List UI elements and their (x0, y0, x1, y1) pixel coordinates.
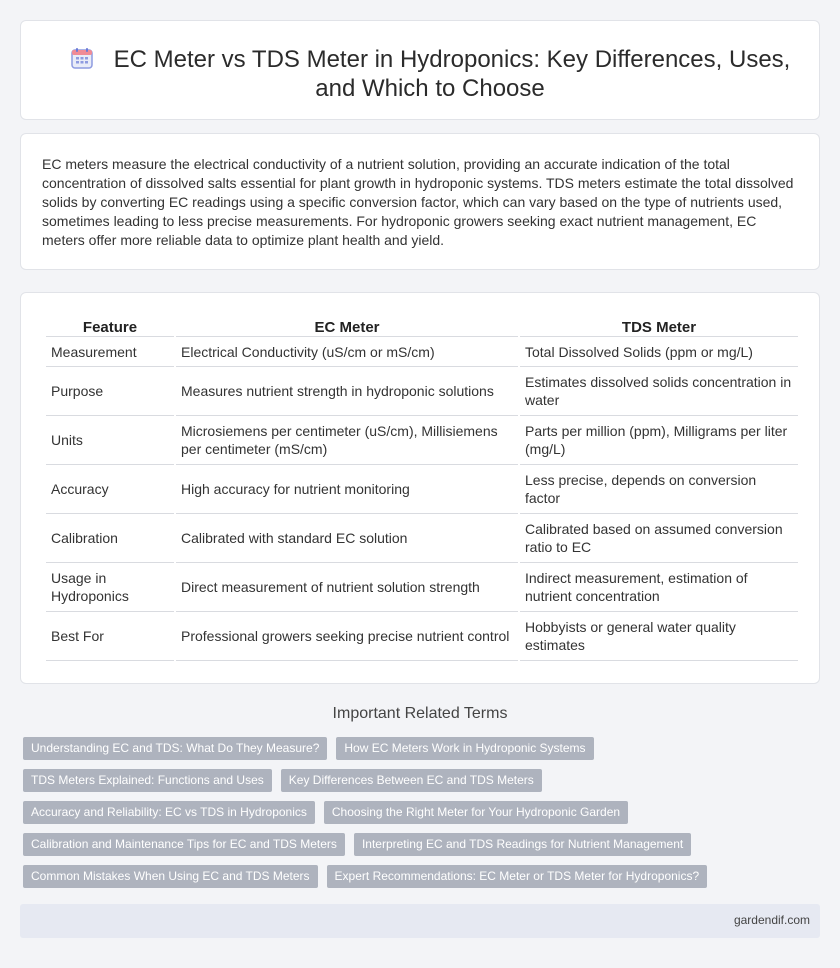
related-term-link[interactable]: Understanding EC and TDS: What Do They Measure? (23, 737, 327, 760)
tag-row (23, 801, 803, 824)
header-card (20, 20, 820, 120)
table-row (46, 337, 798, 367)
related-term-link[interactable]: Common Mistakes When Using EC and TDS Meters (23, 865, 318, 888)
ec-cell: Professional growers seeking precise nutrient control (176, 612, 518, 661)
related-term-link[interactable]: TDS Meters Explained: Functions and Uses (23, 769, 272, 792)
tag-row (23, 865, 803, 888)
table-row (46, 367, 798, 416)
header-ec-meter: EC Meter (176, 315, 518, 337)
table-row (46, 465, 798, 514)
page-title-text: EC Meter vs TDS Meter in Hydroponics: Key Differences, Uses, and Which to Choose (113, 46, 791, 102)
feature-cell: Best For (46, 612, 174, 661)
related-term-link[interactable]: Expert Recommendations: EC Meter or TDS Meter for Hydroponics? (327, 865, 708, 888)
tds-cell: Estimates dissolved solids concentration in water (520, 367, 798, 416)
related-term-link[interactable]: Calibration and Maintenance Tips for EC and TDS Meters (23, 833, 345, 856)
tag-row (23, 737, 803, 760)
tds-cell: Hobbyists or general water quality estimates (520, 612, 798, 661)
tds-cell: Total Dissolved Solids (ppm or mg/L) (520, 337, 798, 367)
footer-site-name[interactable]: gardendif.com (733, 913, 810, 927)
tag-row (23, 833, 803, 856)
related-term-link[interactable]: Accuracy and Reliability: EC vs TDS in Hydroponics (23, 801, 315, 824)
feature-cell: Purpose (46, 367, 174, 416)
footer (20, 904, 820, 938)
ec-cell: Microsiemens per centimeter (uS/cm), Millisiemens per centimeter (mS/cm) (176, 416, 518, 465)
ec-cell: Calibrated with standard EC solution (176, 514, 518, 563)
ec-cell: High accuracy for nutrient monitoring (176, 465, 518, 514)
related-terms-heading: Important Related Terms (332, 705, 508, 722)
table-row (46, 514, 798, 563)
header-feature: Feature (46, 315, 174, 337)
page-title (61, 45, 799, 103)
related-term-link[interactable]: How EC Meters Work in Hydroponic Systems (336, 737, 593, 760)
tds-cell: Less precise, depends on conversion factor (520, 465, 798, 514)
tds-cell: Indirect measurement, estimation of nutrient concentration (520, 563, 798, 612)
comparison-table (44, 315, 800, 661)
feature-cell: Calibration (46, 514, 174, 563)
calendar-icon (70, 46, 94, 70)
related-term-link[interactable]: Interpreting EC and TDS Readings for Nutrient Management (354, 833, 691, 856)
ec-cell: Measures nutrient strength in hydroponic solutions (176, 367, 518, 416)
feature-cell: Usage in Hydroponics (46, 563, 174, 612)
ec-cell: Direct measurement of nutrient solution strength (176, 563, 518, 612)
feature-cell: Measurement (46, 337, 174, 367)
table-row (46, 612, 798, 661)
table-row (46, 416, 798, 465)
related-term-link[interactable]: Choosing the Right Meter for Your Hydroponic Garden (324, 801, 628, 824)
intro-paragraph: EC meters measure the electrical conductivity of a nutrient solution, providing an accurate indication of the total concentration of dissolved salts essential for plant growth in hydroponic systems. TDS meters estimate the total dissolved solids by converting EC readings using a specific conversion factor, which can vary based on the type of nutrients used, sometimes leading to less precise measurements. For hydroponic growers seeking exact nutrient management, EC meters offer more reliable data to optimize plant health and yield. (42, 156, 794, 248)
tds-cell: Parts per million (ppm), Milligrams per liter (mg/L) (520, 416, 798, 465)
related-terms-list (23, 737, 803, 897)
tag-row (23, 769, 803, 792)
feature-cell: Accuracy (46, 465, 174, 514)
tds-cell: Calibrated based on assumed conversion ratio to EC (520, 514, 798, 563)
intro-card (20, 133, 820, 270)
feature-cell: Units (46, 416, 174, 465)
comparison-table-card (20, 292, 820, 684)
ec-cell: Electrical Conductivity (uS/cm or mS/cm) (176, 337, 518, 367)
related-term-link[interactable]: Key Differences Between EC and TDS Meters (281, 769, 542, 792)
table-header-row (46, 315, 798, 337)
header-tds-meter: TDS Meter (520, 315, 798, 337)
table-row (46, 563, 798, 612)
